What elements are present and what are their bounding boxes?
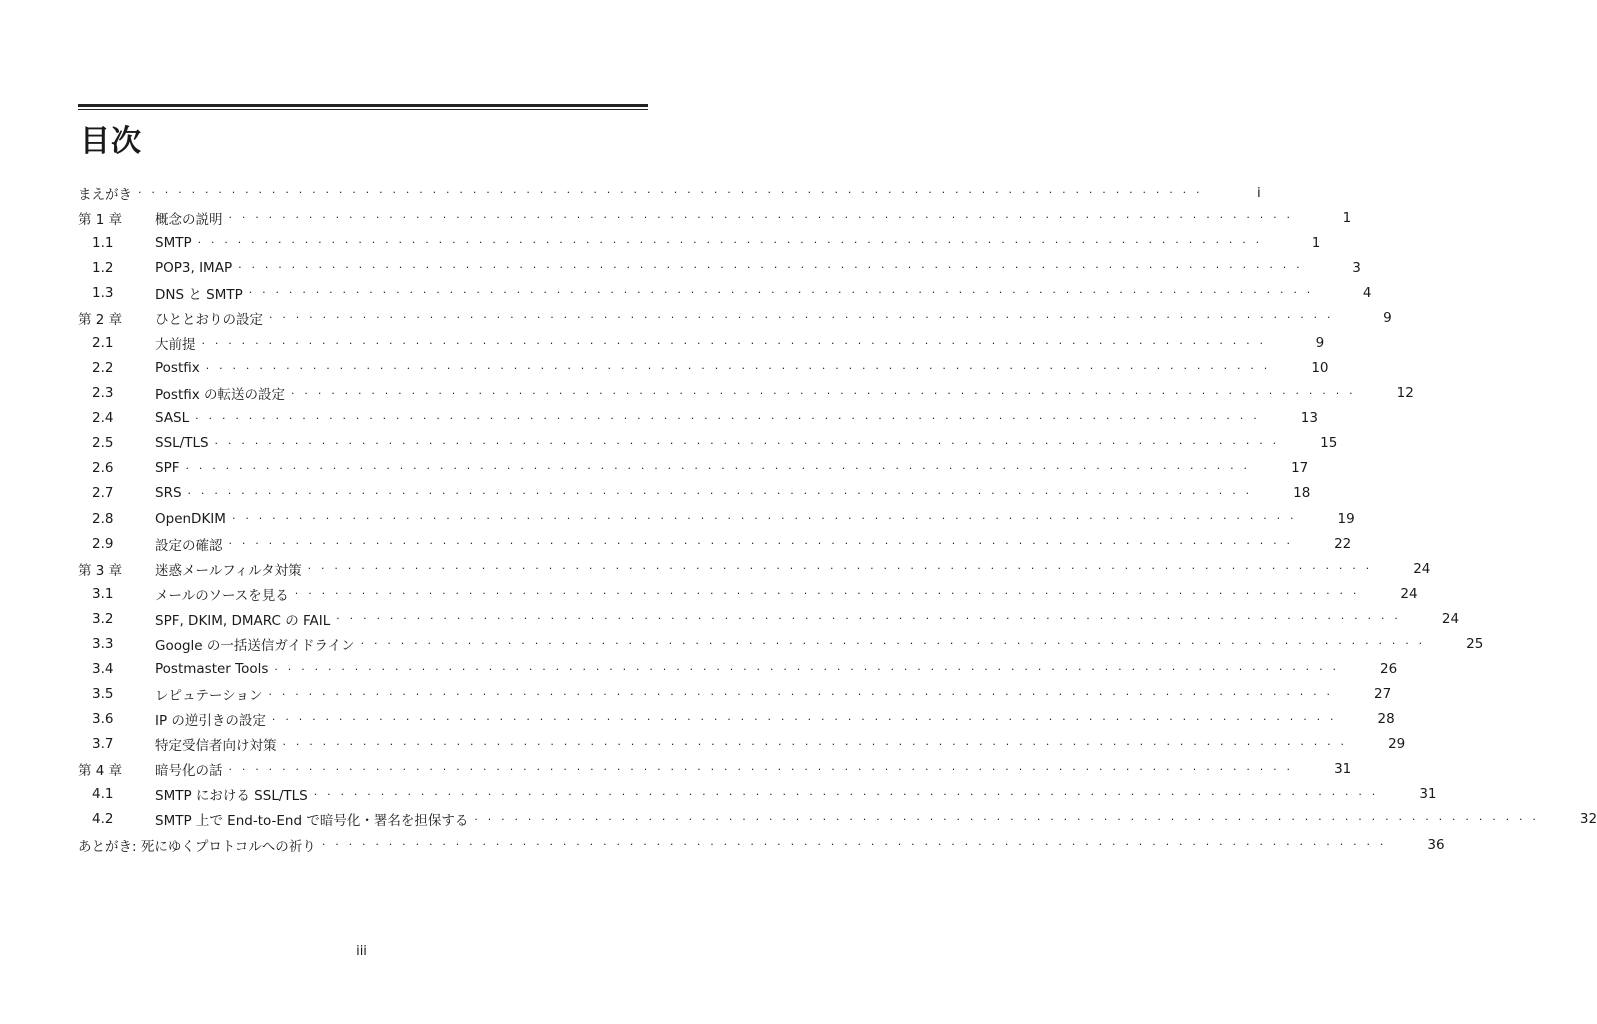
dot-leader: · · · · · · · · · · · · · · · · · · · · · · · · · · · · · · · · · · · · · · · · · · · · · · · · · · · · · · · · · · · · · · · · · · · · · · · · · · · · · · · · [187, 486, 1253, 500]
toc-entry-page: 10 [1311, 360, 1329, 377]
dot-leader: · · · · · · · · · · · · · · · · · · · · · · · · · · · · · · · · · · · · · · · · · · · · · · · · · · · · · · · · · · · · · · · · · · · · · · · · · · · · · · · · [197, 236, 1263, 250]
toc-section-entry[interactable] [78, 531, 1352, 556]
toc-entry-title: 特定受信者向け対策 [155, 738, 277, 755]
toc-entry-page: 13 [1300, 410, 1318, 427]
toc-entry-page: 3 [1352, 259, 1361, 276]
toc-section-entry[interactable] [78, 230, 1321, 255]
toc-entry-title: レピュテーション [155, 688, 263, 705]
toc-entry-page: 19 [1337, 510, 1355, 527]
toc-entry-page: 17 [1291, 460, 1309, 477]
toc-entry-number: 2.5 [92, 435, 114, 452]
toc-entry-number: 3.1 [92, 585, 114, 602]
dot-leader: · · · · · · · · · · · · · · · · · · · · · · · · · · · · · · · · · · · · · · · · · · · · · · · · · · · · · · · · · · · · · · · · · · · · · · · · · · · · · · · · [321, 838, 1387, 852]
table-of-contents [78, 180, 1597, 857]
dot-leader: · · · · · · · · · · · · · · · · · · · · · · · · · · · · · · · · · · · · · · · · · · · · · · · · · · · · · · · · · · · · · · · · · · · · · · · · · · · · · · · · [228, 211, 1294, 225]
toc-section-entry[interactable] [78, 732, 1406, 757]
header-rule-thick [78, 104, 648, 107]
toc-entry-page: 9 [1315, 335, 1325, 351]
toc-entry-number: 1.1 [92, 234, 114, 251]
toc-entry-title: SRS [155, 485, 182, 502]
toc-entry-title: SMTP [155, 234, 192, 251]
dot-leader: · · · · · · · · · · · · · · · · · · · · · · · · · · · · · · · · · · · · · · · · · · · · · · · · · · · · · · · · · · · · · · · · · · · · · · · · · · · · · · · · [138, 186, 1203, 200]
dot-leader: · · · · · · · · · · · · · · · · · · · · · · · · · · · · · · · · · · · · · · · · · · · · · · · · · · · · · · · · · · · · · · · · · · · · · · · · · · · · · · · · [231, 512, 1297, 526]
dot-leader: · · · · · · · · · · · · · · · · · · · · · · · · · · · · · · · · · · · · · · · · · · · · · · · · · · · · · · · · · · · · · · · · · · · · · · · · · · · · · · · · [228, 537, 1294, 551]
toc-entry-title: まえがき [78, 186, 132, 203]
toc-entry-title: SPF, DKIM, DMARC の FAIL [155, 612, 331, 629]
toc-entry-title: Google の一括送信ガイドライン [155, 637, 355, 654]
toc-entry-number: 4.1 [92, 786, 114, 803]
toc-entry-title: Postfix [155, 360, 200, 377]
dot-leader: · · · · · · · · · · · · · · · · · · · · · · · · · · · · · · · · · · · · · · · · · · · · · · · · · · · · · · · · · · · · · · · · · · · · · · · · · · · · · · · · [228, 762, 1294, 776]
toc-chapter-entry[interactable] [78, 757, 1352, 782]
toc-entry-number: 第 3 章 [78, 562, 123, 579]
toc-entry-page: 28 [1377, 711, 1395, 728]
dot-leader: · · · · · · · · · · · · · · · · · · · · · · · · · · · · · · · · · · · · · · · · · · · · · · · · · · · · · · · · · · · · · · · · · · · · · · · · · · · · · · · · [238, 261, 1303, 275]
toc-entry-title: 概念の説明 [155, 211, 223, 228]
toc-chapter-entry[interactable] [78, 205, 1352, 230]
toc-entry-title: 大前提 [155, 337, 196, 353]
toc-entry-number: 3.4 [92, 661, 114, 678]
toc-entry-number: 1.3 [92, 284, 114, 301]
dot-leader: · · · · · · · · · · · · · · · · · · · · · · · · · · · · · · · · · · · · · · · · · · · · · · · · · · · · · · · · · · · · · · · · · · · · · · · · · · · · · · · · [291, 386, 1356, 400]
toc-entry-title: OpenDKIM [155, 510, 226, 527]
toc-entry-page: 24 [1400, 585, 1418, 602]
toc-section-entry[interactable] [78, 631, 1484, 656]
toc-section-entry[interactable] [78, 456, 1309, 481]
toc-section-entry[interactable] [78, 431, 1338, 456]
toc-entry-title: ひととおりの設定 [155, 311, 263, 328]
dot-leader: · · · · · · · · · · · · · · · · · · · · · · · · · · · · · · · · · · · · · · · · · · · · · · · · · · · · · · · · · · · · · · · · · · · · · · · · · · · · · · · · [274, 662, 1340, 676]
toc-entry-title: メールのソースを見る [155, 587, 289, 604]
toc-section-entry[interactable] [78, 807, 1597, 832]
toc-entry-title: SMTP における SSL/TLS [155, 788, 308, 805]
toc-section-entry[interactable] [78, 606, 1460, 631]
toc-section-entry[interactable] [78, 330, 1325, 355]
toc-entry-number: 2.9 [92, 535, 114, 552]
toc-entry-page: 36 [1427, 836, 1445, 853]
toc-entry-number: 3.5 [92, 686, 114, 703]
toc-entry-number: 2.7 [92, 485, 114, 502]
toc-entry-page: 12 [1396, 385, 1414, 402]
toc-entry-title: IP の逆引きの設定 [155, 713, 266, 730]
toc-entry-title: SSL/TLS [155, 435, 209, 452]
toc-section-entry[interactable] [78, 255, 1361, 280]
toc-section-entry[interactable] [78, 506, 1355, 531]
toc-entry-number: 2.3 [92, 385, 114, 402]
dot-leader: · · · · · · · · · · · · · · · · · · · · · · · · · · · · · · · · · · · · · · · · · · · · · · · · · · · · · · · · · · · · · · · · · · · · · · · · · · · · · · · · [214, 436, 1280, 450]
toc-chapter-entry[interactable] [78, 305, 1392, 330]
toc-entry-number: 2.4 [92, 410, 114, 427]
toc-entry-title: Postmaster Tools [155, 661, 269, 678]
toc-entry-number: 1.2 [92, 259, 114, 276]
toc-entry-title: SMTP 上で End-to-End で暗号化・署名を担保する [155, 813, 469, 830]
toc-entry-page: 31 [1334, 761, 1352, 778]
dot-leader: · · · · · · · · · · · · · · · · · · · · · · · · · · · · · · · · · · · · · · · · · · · · · · · · · · · · · · · · · · · · · · · · · · · · · · · · · · · · · · · · [282, 737, 1348, 751]
toc-entry-number: 2.1 [92, 335, 114, 351]
toc-entry-number: 3.2 [92, 610, 114, 627]
dot-leader: · · · · · · · · · · · · · · · · · · · · · · · · · · · · · · · · · · · · · · · · · · · · · · · · · · · · · · · · · · · · · · · · · · · · · · · · · · · · · · · · [185, 461, 1251, 475]
dot-leader: · · · · · · · · · · · · · · · · · · · · · · · · · · · · · · · · · · · · · · · · · · · · · · · · · · · · · · · · · · · · · · · · · · · · · · · · · · · · · · · · [268, 687, 1334, 701]
toc-entry-title: SPF [155, 460, 180, 477]
toc-section-entry[interactable] [78, 782, 1437, 807]
dot-leader: · · · · · · · · · · · · · · · · · · · · · · · · · · · · · · · · · · · · · · · · · · · · · · · · · · · · · · · · · · · · · · · · · · · · · · · · · · · · · · · · [269, 311, 1334, 325]
toc-entry-page: 31 [1419, 786, 1437, 803]
toc-entry-page: 25 [1466, 635, 1484, 652]
toc-entry-page: 4 [1362, 284, 1372, 301]
dot-leader: · · · · · · · · · · · · · · · · · · · · · · · · · · · · · · · · · · · · · · · · · · · · · · · · · · · · · · · · · · · · · · · · · · · · · · · · · · · · · · · · [307, 562, 1373, 576]
toc-entry-page: 26 [1379, 661, 1398, 678]
toc-entry-number: 4.2 [92, 811, 114, 828]
dot-leader: · · · · · · · · · · · · · · · · · · · · · · · · · · · · · · · · · · · · · · · · · · · · · · · · · · · · · · · · · · · · · · · · · · · · · · · · · · · · · · · · [336, 612, 1402, 626]
toc-entry-page: 29 [1388, 736, 1406, 753]
toc-front-entry[interactable] [78, 180, 1261, 205]
toc-entry-title: POP3, IMAP [155, 259, 233, 276]
toc-entry-title: 暗号化の話 [155, 763, 223, 780]
toc-entry-number: 第 2 章 [78, 311, 123, 328]
dot-leader: · · · · · · · · · · · · · · · · · · · · · · · · · · · · · · · · · · · · · · · · · · · · · · · · · · · · · · · · · · · · · · · · · · · · · · · · · · · · · · · · [195, 411, 1260, 425]
toc-entry-page: 15 [1320, 435, 1338, 452]
toc-entry-page: 1 [1342, 209, 1352, 226]
toc-section-entry[interactable] [78, 581, 1418, 606]
dot-leader: · · · · · · · · · · · · · · · · · · · · · · · · · · · · · · · · · · · · · · · · · · · · · · · · · · · · · · · · · · · · · · · · · · · · · · · · · · · · · · · · [271, 712, 1337, 726]
toc-entry-title: 迷惑メールフィルタ対策 [155, 562, 302, 579]
toc-entry-page: 18 [1293, 485, 1311, 502]
toc-entry-title: あとがき: 死にゆくプロトコルへの祈り [78, 838, 316, 855]
toc-section-entry[interactable] [78, 656, 1398, 681]
toc-entry-page: 27 [1374, 686, 1392, 703]
toc-entry-page: 1 [1311, 234, 1321, 251]
toc-section-entry[interactable] [78, 481, 1311, 506]
toc-entry-number: 第 1 章 [78, 211, 123, 228]
dot-leader: · · · · · · · · · · · · · · · · · · · · · · · · · · · · · · · · · · · · · · · · · · · · · · · · · · · · · · · · · · · · · · · · · · · · · · · · · · · · · · · · [248, 286, 1314, 300]
toc-entry-number: 第 4 章 [78, 763, 123, 780]
toc-entry-number: 2.2 [92, 360, 114, 377]
toc-entry-page: 32 [1579, 811, 1597, 828]
dot-leader: · · · · · · · · · · · · · · · · · · · · · · · · · · · · · · · · · · · · · · · · · · · · · · · · · · · · · · · · · · · · · · · · · · · · · · · · · · · · · · · · [205, 361, 1271, 375]
toc-section-entry[interactable] [78, 381, 1414, 406]
toc-entry-page: 22 [1334, 535, 1352, 552]
toc-entry-page: 24 [1413, 560, 1431, 577]
toc-entry-title: Postfix の転送の設定 [155, 387, 286, 404]
toc-section-entry[interactable] [78, 280, 1372, 305]
toc-section-entry[interactable] [78, 682, 1392, 707]
toc-front-entry[interactable] [78, 832, 1445, 857]
toc-entry-number: 2.8 [92, 510, 114, 527]
toc-entry-number: 3.7 [92, 736, 114, 753]
page-title: 目次 [80, 124, 142, 159]
dot-leader: · · · · · · · · · · · · · · · · · · · · · · · · · · · · · · · · · · · · · · · · · · · · · · · · · · · · · · · · · · · · · · · · · · · · · · · · · · · · · · · · [201, 336, 1267, 350]
toc-chapter-entry[interactable] [78, 556, 1431, 581]
toc-entry-number: 3.3 [92, 635, 114, 652]
toc-entry-page: i [1257, 184, 1261, 201]
dot-leader: · · · · · · · · · · · · · · · · · · · · · · · · · · · · · · · · · · · · · · · · · · · · · · · · · · · · · · · · · · · · · · · · · · · · · · · · · · · · · · · · [294, 587, 1360, 601]
toc-entry-number: 2.6 [92, 460, 114, 477]
toc-entry-title: SASL [155, 410, 190, 427]
dot-leader: · · · · · · · · · · · · · · · · · · · · · · · · · · · · · · · · · · · · · · · · · · · · · · · · · · · · · · · · · · · · · · · · · · · · · · · · · · · · · · · · [360, 637, 1426, 651]
header-rule-thin [78, 109, 648, 110]
toc-entry-page: 24 [1441, 610, 1460, 627]
toc-section-entry[interactable] [78, 406, 1318, 431]
page-number: iii [356, 944, 367, 959]
dot-leader: · · · · · · · · · · · · · · · · · · · · · · · · · · · · · · · · · · · · · · · · · · · · · · · · · · · · · · · · · · · · · · · · · · · · · · · · · · · · · · · · [313, 787, 1379, 801]
dot-leader: · · · · · · · · · · · · · · · · · · · · · · · · · · · · · · · · · · · · · · · · · · · · · · · · · · · · · · · · · · · · · · · · · · · · · · · · · · · · · · · · [474, 812, 1540, 826]
toc-entry-title: 設定の確認 [155, 537, 223, 554]
toc-entry-title: DNS と SMTP [155, 286, 243, 303]
toc-section-entry[interactable] [78, 356, 1329, 381]
toc-entry-number: 3.6 [92, 711, 114, 728]
toc-entry-page: 9 [1383, 309, 1392, 326]
toc-section-entry[interactable] [78, 707, 1395, 732]
